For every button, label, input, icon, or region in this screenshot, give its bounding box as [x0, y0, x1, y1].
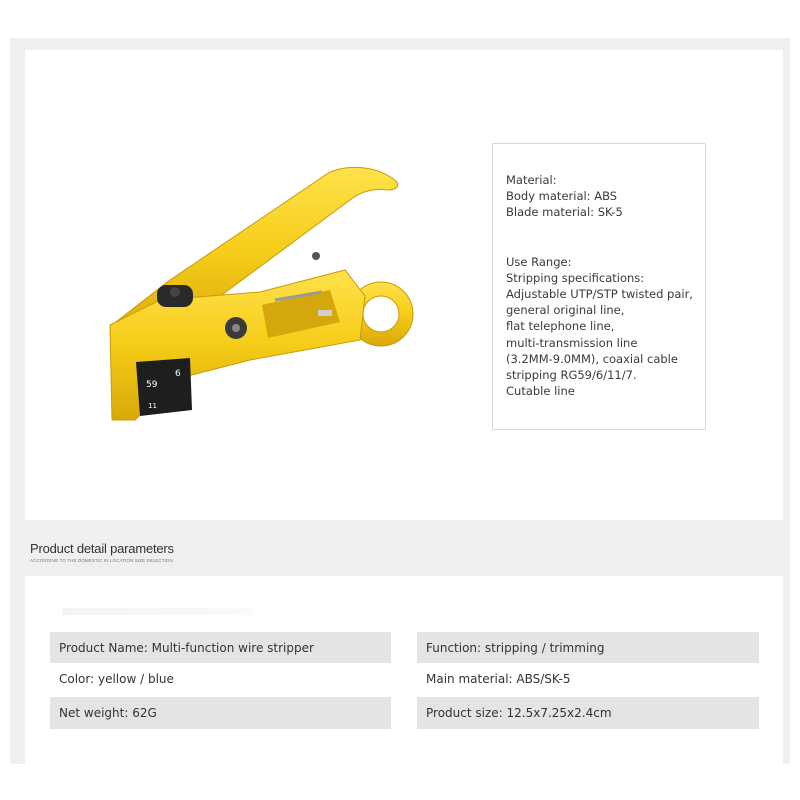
param-function: Function: stripping / trimming — [417, 632, 759, 664]
use-range-line: Adjustable UTP/STP twisted pair, — [506, 287, 693, 302]
details-subtitle: ACCORDING TO THE DOMESTIC IN LOCATION SIZE SELECTION — [30, 558, 173, 563]
use-range-line: general original line, — [506, 303, 625, 318]
wire-stripper-image — [100, 160, 430, 440]
spacer — [506, 221, 697, 254]
use-range-line: flat telephone line, — [506, 319, 615, 334]
param-net-weight: Net weight: 62G — [50, 697, 391, 729]
body-material: Body material: ABS — [506, 189, 618, 204]
param-product-name: Product Name: Multi-function wire stripper — [50, 632, 391, 664]
param-main-material: Main material: ABS/SK-5 — [417, 663, 759, 695]
use-range-line: stripping RG59/6/11/7. — [506, 368, 637, 383]
param-color: Color: yellow / blue — [50, 663, 391, 695]
use-range-line: Use Range: — [506, 254, 572, 269]
use-range-line: (3.2MM-9.0MM), coaxial cable — [506, 351, 678, 366]
faint-placeholder — [62, 608, 252, 615]
dial-label-6: 6 — [175, 369, 181, 379]
use-range-line: Stripping specifications: — [506, 270, 645, 285]
dial-label-11: 11 — [148, 402, 157, 410]
param-product-size: Product size: 12.5x7.25x2.4cm — [417, 697, 759, 729]
use-range-line: multi-transmission line — [506, 335, 638, 350]
details-title: Product detail parameters — [30, 541, 174, 556]
material-heading: Material: — [506, 173, 557, 187]
use-range-line: Cutable line — [506, 384, 575, 399]
dial-label-59: 59 — [146, 380, 158, 390]
blade-material: Blade material: SK-5 — [506, 205, 623, 220]
info-card — [492, 143, 706, 430]
